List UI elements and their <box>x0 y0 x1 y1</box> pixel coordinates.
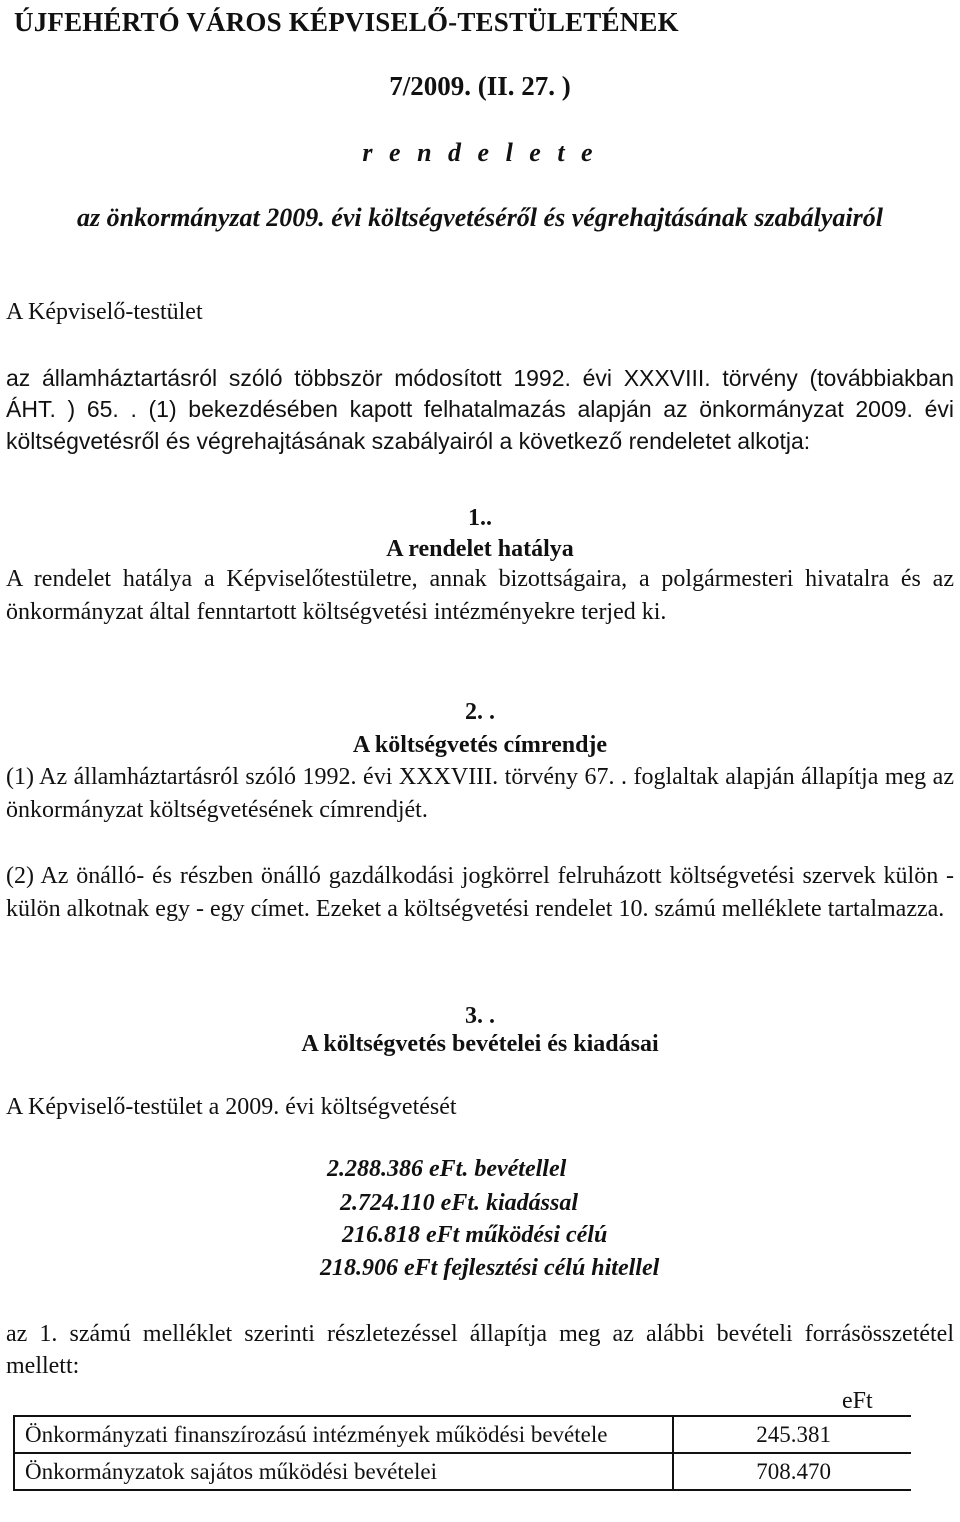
operating-loan: 216.818 eFt működési célú <box>342 1222 608 1248</box>
section-2-number: 2. . <box>465 699 495 725</box>
council-title: ÚJFEHÉRTÓ VÁROS KÉPVISELŐ-TESTÜLETÉNEK <box>14 7 679 37</box>
revenue-table <box>13 1415 911 1491</box>
allocation-text: az 1. számú melléklet szerinti részletezéssel állapítja meg az alábbi bevételi forrásösszetétel mellett: <box>6 1321 954 1380</box>
section-3-paragraph: A Képviselő-testület a 2009. évi költségvetését <box>6 1094 457 1120</box>
table-cell-value: 245.381 <box>673 1416 911 1453</box>
table-cell-label: Önkormányzati finanszírozású intézmények működési bevétele <box>14 1416 673 1453</box>
preamble-text: az államháztartásról szóló többször módosított 1992. évi XXXVIII. törvény (továbbiakban ÁHT. ) 65. . (1) bekezdésében kapott felhatalmazás alapján az önkormányzat 2009. évi költségvetésről és végrehajtásának szabályairól a következő rendeletet alkotja: <box>6 365 954 454</box>
table-row <box>14 1416 911 1453</box>
table-unit: eFt <box>842 1388 873 1414</box>
section-1-title: A rendelet hatálya <box>386 536 574 562</box>
issuing-body: A Képviselő-testület <box>6 299 203 325</box>
table-cell-value: 708.470 <box>673 1453 911 1490</box>
section-2-paragraph-1: (1) Az államháztartásról szóló 1992. évi XXXVIII. törvény 67. . foglaltak alapján állapítja meg az önkormányzat költségvetésének címrendjét. <box>6 764 954 823</box>
section-2-title: A költségvetés címrendje <box>352 732 608 758</box>
development-loan: 218.906 eFt fejlesztési célú hitellel <box>320 1255 660 1281</box>
section-1-paragraph: A rendelet hatálya a Képviselőtestületre, annak bizottságaira, a polgármesteri hivatalra és az önkormányzat által fenntartott költségvetési intézményekre terjed ki. <box>6 566 954 625</box>
regulation-subject: az önkormányzat 2009. évi költségvetéséről és végrehajtásának szabályairól <box>77 203 883 232</box>
section-1-number: 1.. <box>468 505 492 531</box>
expenditure-total: 2.724.110 eFt. kiadással <box>340 1190 579 1216</box>
section-3-title: A költségvetés bevételei és kiadásai <box>301 1031 659 1057</box>
regulation-number: 7/2009. (II. 27. ) <box>389 71 571 101</box>
document-type: r e n d e l e t e <box>362 138 598 167</box>
section-3-number: 3. . <box>465 1003 495 1029</box>
table-row <box>14 1453 911 1490</box>
section-2-paragraph-2: (2) Az önálló- és részben önálló gazdálkodási jogkörrel felruházott költségvetési szervek külön - külön alkotnak egy - egy címet. Ezeket a költségvetési rendelet 10. számú melléklete tartalmazza. <box>6 863 954 922</box>
revenue-total: 2.288.386 eFt. bevétellel <box>327 1156 567 1182</box>
table-cell-label: Önkormányzatok sajátos működési bevételei <box>14 1453 673 1490</box>
